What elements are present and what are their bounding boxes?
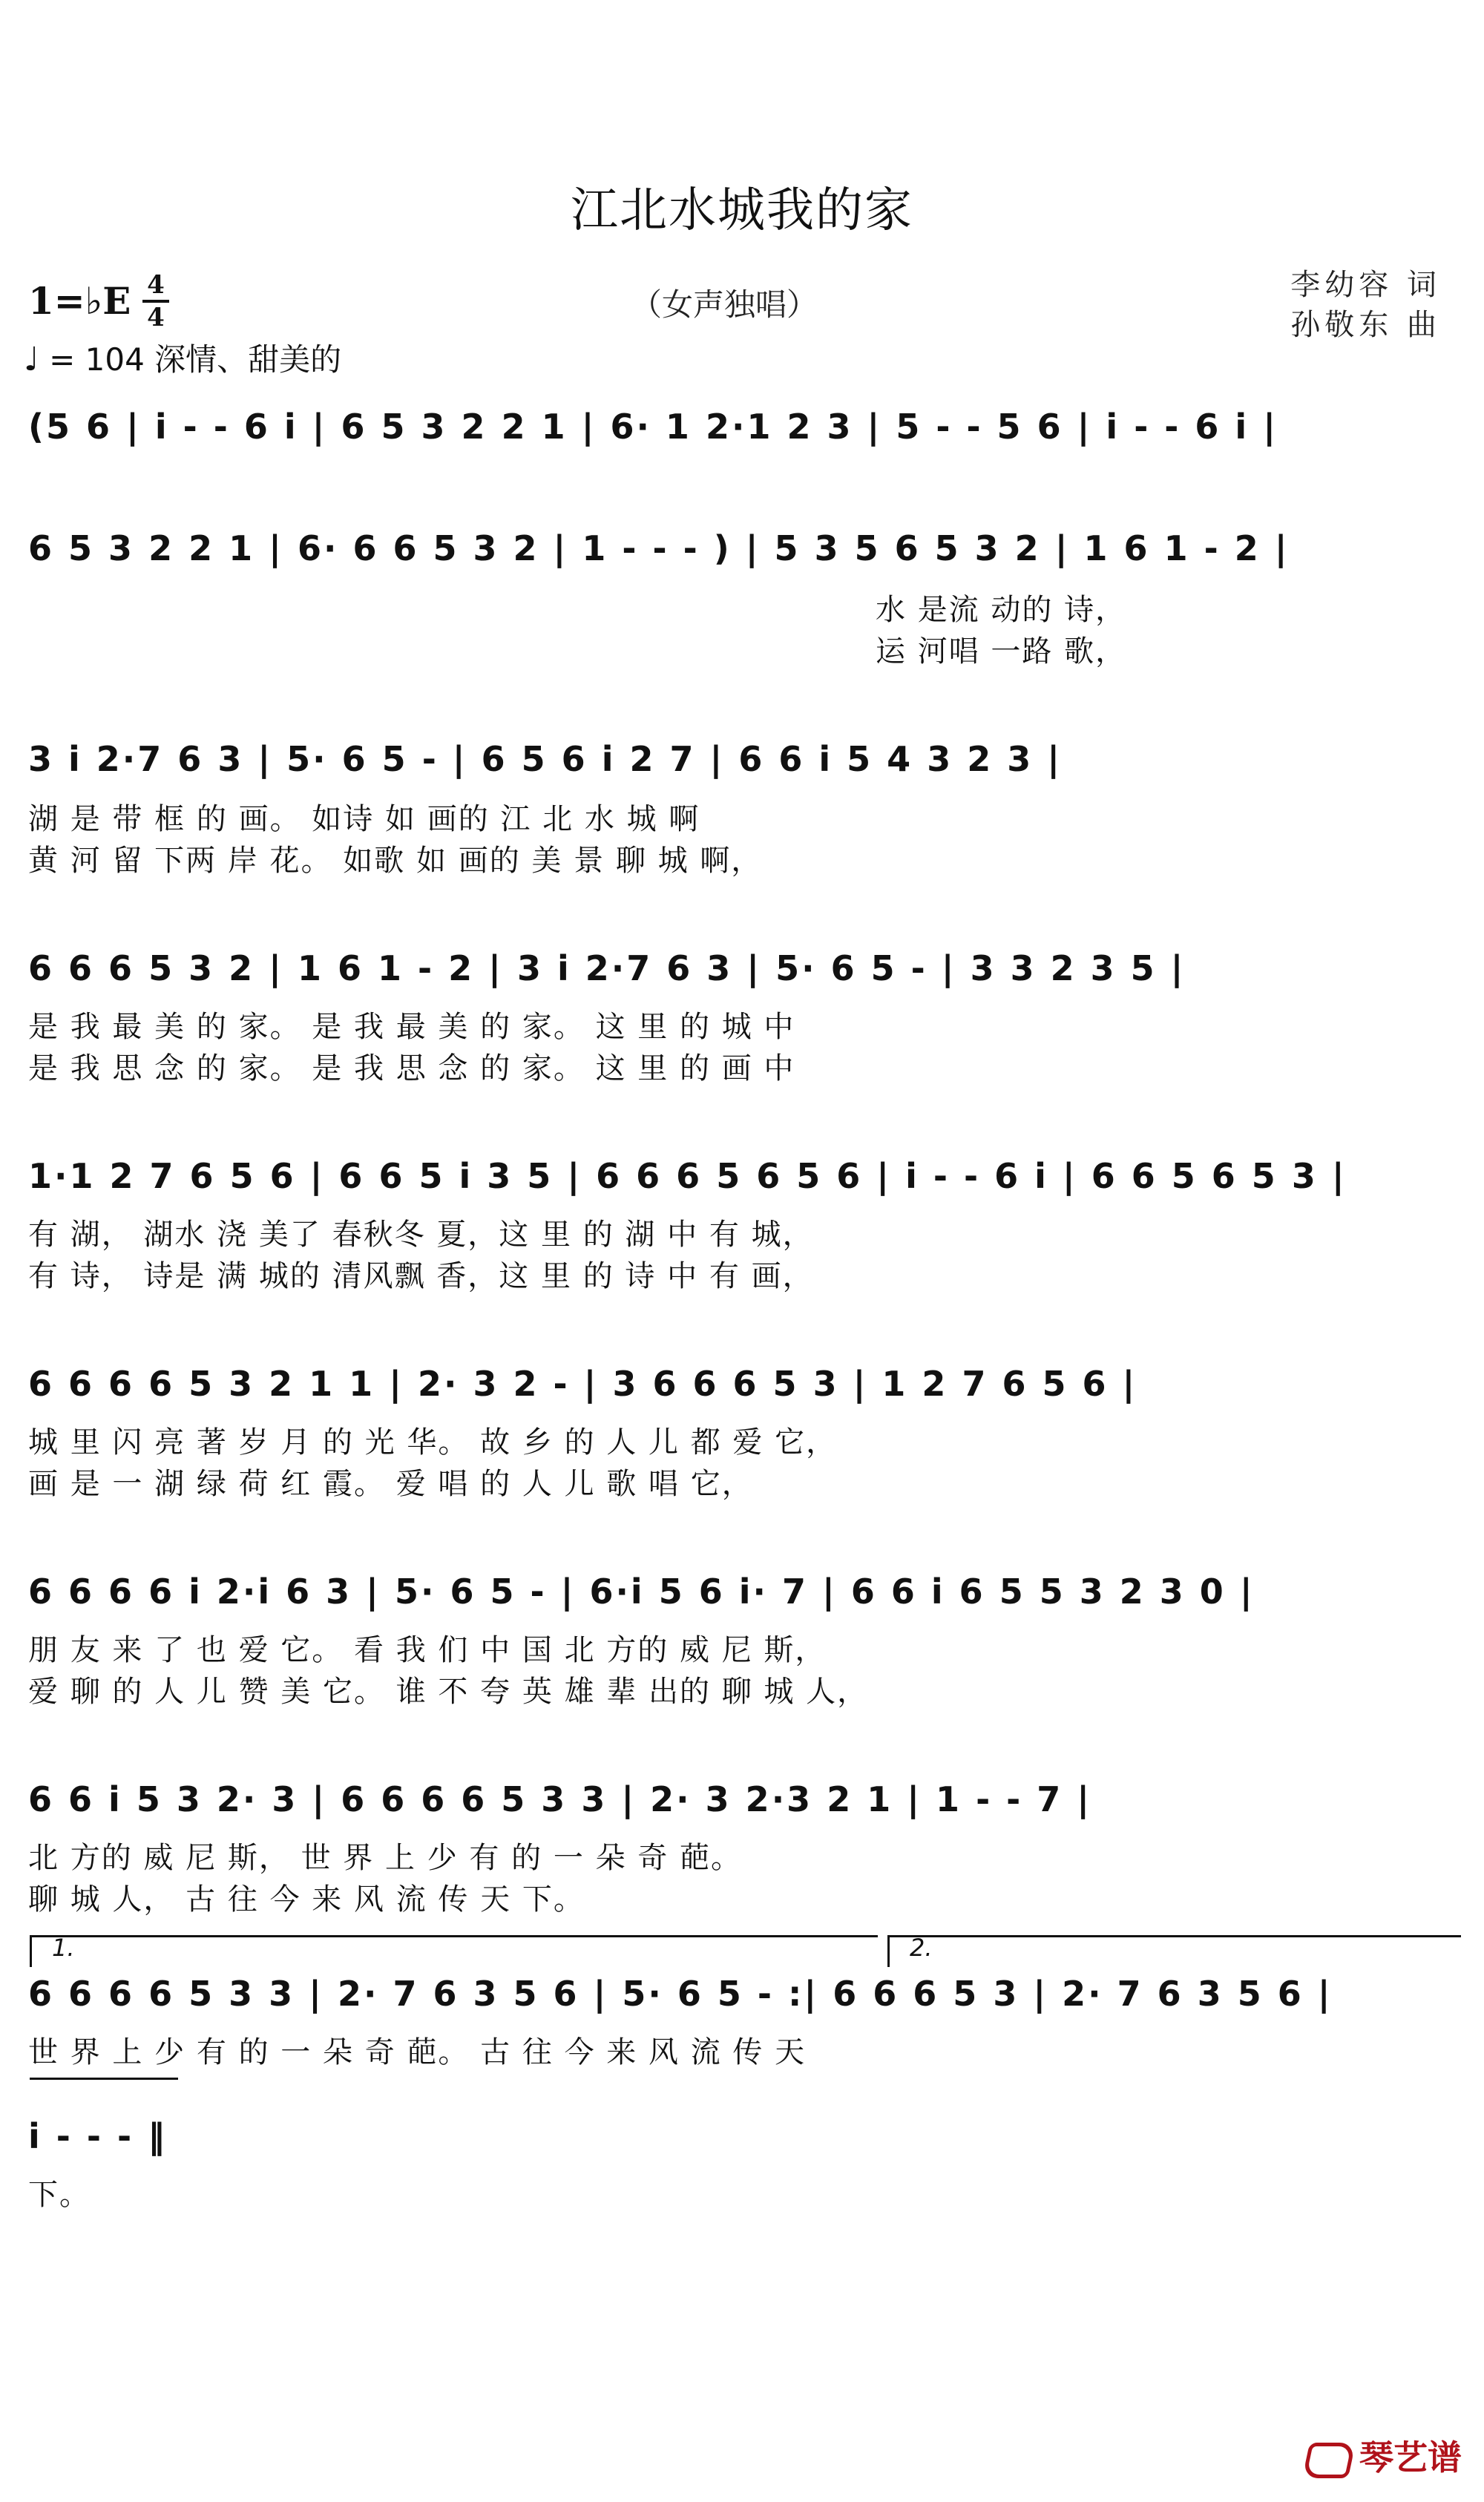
lyric-line-5-verse-2: 有 诗， 诗是 满 城的 清风飘 香，这 里 的 诗 中 有 画， xyxy=(28,1259,814,1293)
composer-credit: 孙敬东 曲 xyxy=(1290,308,1441,342)
notation-line-4: 6 6 6 5 3 2 | 1 6 1 - 2 | 3 i 2·7 6 3 | 5· 6 5 - | 3 3 2 3 5 | xyxy=(28,948,1186,988)
time-signature-bottom: 4 xyxy=(147,303,165,332)
logo-text: 琴艺谱 xyxy=(1359,2437,1462,2478)
logo-mark-icon xyxy=(1302,2443,1356,2478)
key-signature: 1=♭E xyxy=(28,279,131,323)
quarter-note-icon: ♩ xyxy=(24,341,39,378)
notation-line-7: 6 6 6 6 i 2·i 6 3 | 5· 6 5 - | 6·i 5 6 i· 7 | 6 6 i 6 5 5 3 2 3 0 | xyxy=(28,1572,1255,1612)
tempo-text: = 104 深情、甜美的 xyxy=(49,341,342,378)
notation-line-2: 6 5 3 2 2 1 | 6· 6 6 5 3 2 | 1 - - - ) | 5 3 5 6 5 3 2 | 1 6 1 - 2 | xyxy=(28,528,1290,568)
lyric-line-8-verse-1: 北 方的 威 尼 斯， 世 界 上 少 有 的 一 朵 奇 葩。 xyxy=(28,1841,743,1875)
lyric-line-7-verse-1: 朋 友 来 了 也 爱 它。 看 我 们 中 国 北 方的 威 尼 斯， xyxy=(28,1633,827,1667)
lyric-line-2-verse-2: 运 河唱 一路 歌， xyxy=(876,634,1127,669)
closing-bracket-line xyxy=(30,2078,178,2109)
lyric-line-5-verse-1: 有 湖， 湖水 浇 美了 春秋冬 夏，这 里 的 湖 中 有 城， xyxy=(28,1218,814,1252)
second-ending-bracket xyxy=(887,1935,1461,1967)
notation-line-10: i - - - ‖ xyxy=(28,2116,168,2156)
lyric-line-4-verse-2: 是 我 思 念 的 家。 是 我 思 念 的 家。 这 里 的 画 中 xyxy=(28,1051,795,1086)
lyric-line-6-verse-2: 画 是 一 湖 绿 荷 红 霞。 爱 唱 的 人 儿 歌 唱 它， xyxy=(28,1467,753,1501)
notation-line-6: 6 6 6 6 5 3 2 1 1 | 2· 3 2 - | 3 6 6 6 5 3 | 1 2 7 6 5 6 | xyxy=(28,1364,1137,1404)
second-ending-label: 2. xyxy=(910,1934,933,1962)
lyric-line-7-verse-2: 爱 聊 的 人 儿 赞 美 它。 谁 不 夸 英 雄 辈 出的 聊 城 人， xyxy=(28,1675,869,1709)
notation-line-1: (5 6 | i - - 6 i | 6 5 3 2 2 1 | 6· 1 2·1 2 3 | 5 - - 5 6 | i - - 6 i | xyxy=(28,407,1278,447)
notation-line-5: 1·1 2 7 6 5 6 | 6 6 5 i 3 5 | 6 6 6 5 6 5 6 | i - - 6 i | 6 6 5 6 5 3 | xyxy=(28,1156,1347,1196)
lyric-line-8-verse-2: 聊 城 人， 古 往 今 来 风 流 传 天 下。 xyxy=(28,1882,585,1917)
subtitle: （女声独唱） xyxy=(631,286,818,323)
notation-line-8: 6 6 i 5 3 2· 3 | 6 6 6 6 5 3 3 | 2· 3 2·3 2 1 | 1 - - 7 | xyxy=(28,1779,1092,1819)
lyric-line-3-verse-2: 黄 河 留 下两 岸 花。 如歌 如 画的 美 景 聊 城 啊， xyxy=(28,844,763,878)
first-ending-label: 1. xyxy=(52,1934,75,1962)
lyric-line-3-verse-1: 湖 是 带 框 的 画。 如诗 如 画的 江 北 水 城 啊 xyxy=(28,802,700,836)
time-signature-top: 4 xyxy=(147,270,165,300)
song-title: 江北水城我的家 xyxy=(571,183,913,238)
lyric-line-10: 下。 xyxy=(28,2178,91,2212)
time-signature xyxy=(142,272,169,331)
lyric-line-9: 世 界 上 少 有 的 一 朵 奇 葩。 古 往 今 来 风 流 传 天 xyxy=(28,2035,807,2069)
lyricist-credit: 李幼容 词 xyxy=(1290,268,1441,302)
tempo-marking xyxy=(24,335,341,380)
lyric-line-4-verse-1: 是 我 最 美 的 家。 是 我 最 美 的 家。 这 里 的 城 中 xyxy=(28,1010,795,1044)
lyric-line-6-verse-1: 城 里 闪 亮 著 岁 月 的 光 华。 故 乡 的 人 儿 都 爱 它， xyxy=(28,1425,838,1460)
first-ending-bracket xyxy=(30,1935,878,1967)
notation-line-9: 6 6 6 6 5 3 3 | 2· 7 6 3 5 6 | 5· 6 5 - :| 6 6 6 5 3 | 2· 7 6 3 5 6 | xyxy=(28,1974,1333,2014)
notation-line-3: 3 i 2·7 6 3 | 5· 6 5 - | 6 5 6 i 2 7 | 6 6 i 5 4 3 2 3 | xyxy=(28,739,1063,779)
lyric-line-2-verse-1: 水 是流 动的 诗， xyxy=(876,593,1127,627)
site-logo xyxy=(1306,2431,1462,2480)
